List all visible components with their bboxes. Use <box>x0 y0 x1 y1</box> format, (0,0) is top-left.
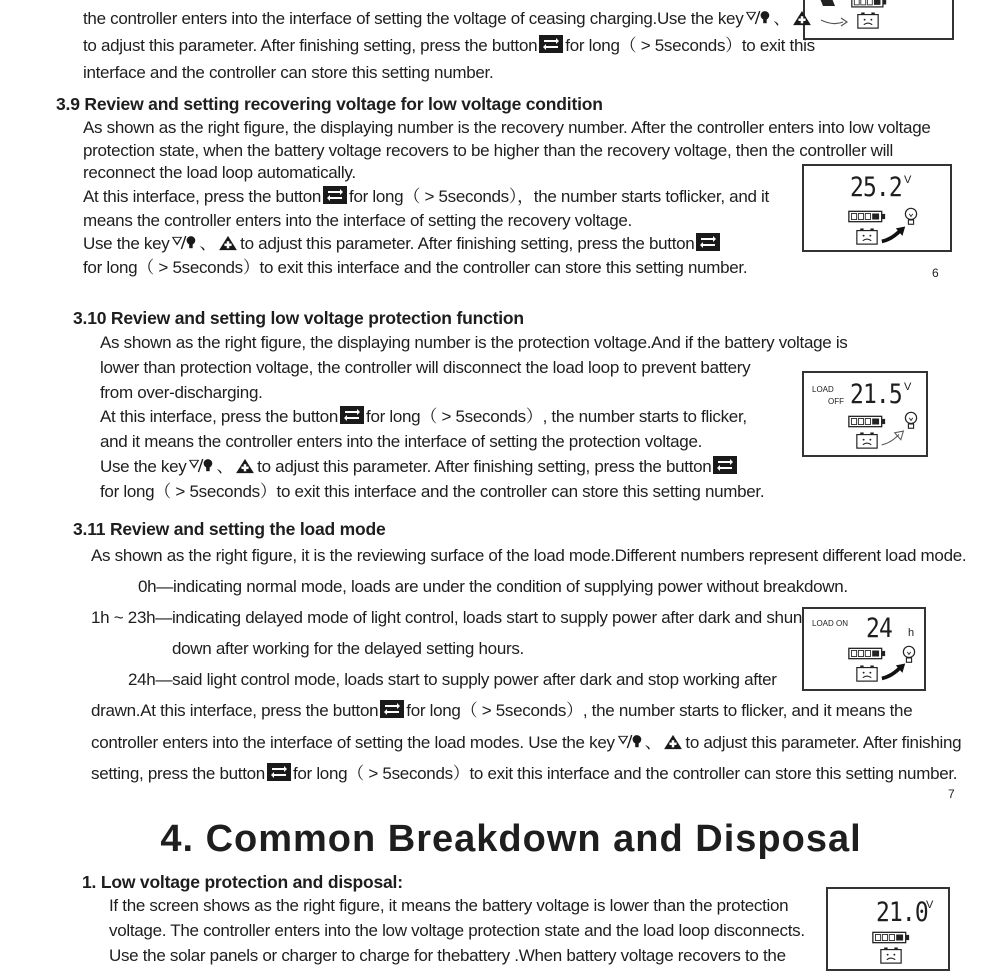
battery-icon <box>852 0 886 7</box>
set-button-icon <box>696 233 720 251</box>
paragraph-line <box>83 186 769 208</box>
paragraph-line <box>91 763 957 785</box>
paragraph-line: interface and the controller can store this setting number. <box>83 63 494 82</box>
lcd-display-recovery <box>802 164 952 252</box>
lcd-display-protection <box>802 371 928 457</box>
paragraph-line: for long（ > 5seconds）to exit this interface and the controller can store this setting number. <box>83 258 748 277</box>
set-button-icon <box>340 406 364 424</box>
paragraph-line <box>91 700 912 722</box>
battery-icon <box>872 931 910 944</box>
paragraph-line: 24h—said light control mode, loads start to supply power after dark and stop working after <box>128 670 777 689</box>
lcd-display-low-voltage <box>826 887 950 971</box>
down-key-icon <box>745 10 771 26</box>
text: the controller enters into the interface of setting the voltage of ceasing charging.Use the key <box>83 9 744 28</box>
section-heading: 3.11 Review and setting the load mode <box>73 519 386 539</box>
text: At this interface, press the button <box>83 187 322 206</box>
load-arrow-icon <box>880 661 908 681</box>
paragraph-line: voltage. The controller enters into the low voltage protection state and the load loop disconnects. <box>109 921 805 940</box>
text: setting, press the button <box>91 764 265 783</box>
text: 、 <box>216 457 234 476</box>
page-number: 6 <box>932 266 939 280</box>
text: 、 <box>644 733 662 752</box>
paragraph-line: As shown as the right figure, the displaying number is the protection voltage.And if the battery voltage is <box>100 333 848 352</box>
solar-panel-icon <box>819 0 835 6</box>
text: to adjust this parameter. After finishing setting, press the button <box>83 36 538 55</box>
down-key-icon <box>617 734 643 750</box>
paragraph-line <box>100 456 739 478</box>
lcd-unit: h <box>908 627 915 639</box>
paragraph-line: 0h—indicating normal mode, loads are under the condition of supplying power without breakdown. <box>138 577 848 596</box>
text: to adjust this parameter. After finishing setting, press the button <box>257 457 712 476</box>
battery-face-icon <box>856 665 878 682</box>
paragraph-line <box>83 233 722 255</box>
paragraph-line: for long（ > 5seconds）to exit this interface and the controller can store this setting number. <box>100 482 765 501</box>
load-arrow-icon <box>880 429 906 447</box>
text: to adjust this parameter. After finishing setting, press the button <box>240 234 695 253</box>
set-button-icon <box>713 456 737 474</box>
paragraph-line: means the controller enters into the interface of setting the recovery voltage. <box>83 211 632 230</box>
text: controller enters into the interface of setting the load modes. Use the key <box>91 733 615 752</box>
text: Use the key <box>100 457 187 476</box>
text: drawn.At this interface, press the button <box>91 701 379 720</box>
lcd-unit: V <box>904 381 912 393</box>
paragraph-line <box>91 732 961 754</box>
lcd-load-label: LOAD <box>812 385 834 394</box>
load-arrow-icon <box>880 224 908 244</box>
battery-face-icon <box>856 228 878 245</box>
up-key-icon <box>792 10 812 26</box>
paragraph-line <box>100 406 747 428</box>
text: 、 <box>773 9 791 28</box>
lcd-unit: V <box>926 899 934 911</box>
paragraph-line: lower than protection voltage, the controller will disconnect the load loop to prevent battery <box>100 358 751 377</box>
text: for long（ > 5seconds）to exit this <box>565 36 815 55</box>
text: for long（ > 5seconds）, the number starts to flicker, and it means the <box>406 701 913 720</box>
text: 、 <box>199 234 217 253</box>
paragraph-line <box>83 35 815 57</box>
up-key-icon <box>235 458 255 474</box>
set-button-icon <box>323 186 347 204</box>
set-button-icon <box>267 763 291 781</box>
up-key-icon <box>218 235 238 251</box>
set-button-icon <box>539 35 563 53</box>
lcd-unit: V <box>904 174 912 186</box>
paragraph-line: protection state, when the battery voltage recovers to be higher than the recovery voltage, then the controller will <box>83 141 894 160</box>
paragraph-line: If the screen shows as the right figure, it means the battery voltage is lower than the protection <box>109 896 789 915</box>
battery-icon <box>848 415 886 428</box>
paragraph-line: As shown as the right figure, the displaying number is the recovery number. After the controller enters into low voltage <box>83 118 931 137</box>
lcd-load-on-label: LOAD ON <box>812 619 849 628</box>
paragraph-line: reconnect the load loop automatically. <box>83 163 356 182</box>
lcd-off-label: OFF <box>828 397 844 406</box>
battery-face-icon <box>858 12 878 28</box>
lcd-value: 21.0 <box>876 897 928 928</box>
lcd-value: 24 <box>866 613 892 644</box>
section-heading: 3.10 Review and setting low voltage protection function <box>73 308 524 328</box>
text: Use the key <box>83 234 170 253</box>
paragraph-line: 1h ~ 23h—indicating delayed mode of light control, loads start to supply power after dark and shun <box>91 608 803 627</box>
battery-icon <box>848 647 886 660</box>
bulb-icon <box>904 411 918 430</box>
chapter-title: 4. Common Breakdown and Disposal <box>160 818 862 860</box>
page-number: 7 <box>948 787 955 801</box>
paragraph-line: As shown as the right figure, it is the reviewing surface of the load mode.Different numbers represent different load mode. <box>91 546 967 565</box>
text: for long（ > 5seconds）to exit this interface and the controller can store this setting number. <box>292 764 958 783</box>
lcd-display-load-mode <box>802 607 926 691</box>
text: At this interface, press the button <box>100 407 339 426</box>
paragraph-line: Use the solar panels or charger to charge for thebattery .When battery voltage recovers to the <box>109 946 786 965</box>
down-key-icon <box>188 458 214 474</box>
lcd-value: 21.5 <box>850 379 902 410</box>
paragraph-line <box>83 8 814 30</box>
lcd-display-top-partial <box>803 0 954 40</box>
charge-arrow-icon <box>821 18 847 26</box>
battery-face-icon <box>880 947 902 964</box>
lcd-value: 25.2 <box>850 172 902 203</box>
text: for long（ > 5seconds），the number starts toflicker, and it <box>349 187 769 206</box>
battery-face-icon <box>856 432 878 449</box>
text: for long（ > 5seconds）, the number starts to flicker, <box>366 407 747 426</box>
text: to adjust this parameter. After finishing <box>685 733 962 752</box>
paragraph-line: down after working for the delayed setting hours. <box>172 639 524 658</box>
up-key-icon <box>663 734 683 750</box>
set-button-icon <box>380 700 404 718</box>
section-heading: 3.9 Review and setting recovering voltage for low voltage condition <box>56 94 603 114</box>
paragraph-line: from over-discharging. <box>100 383 263 402</box>
paragraph-line: and it means the controller enters into the interface of setting the protection voltage. <box>100 432 703 451</box>
battery-icon <box>848 210 886 223</box>
down-key-icon <box>171 235 197 251</box>
section-heading: 1. Low voltage protection and disposal: <box>82 872 403 892</box>
